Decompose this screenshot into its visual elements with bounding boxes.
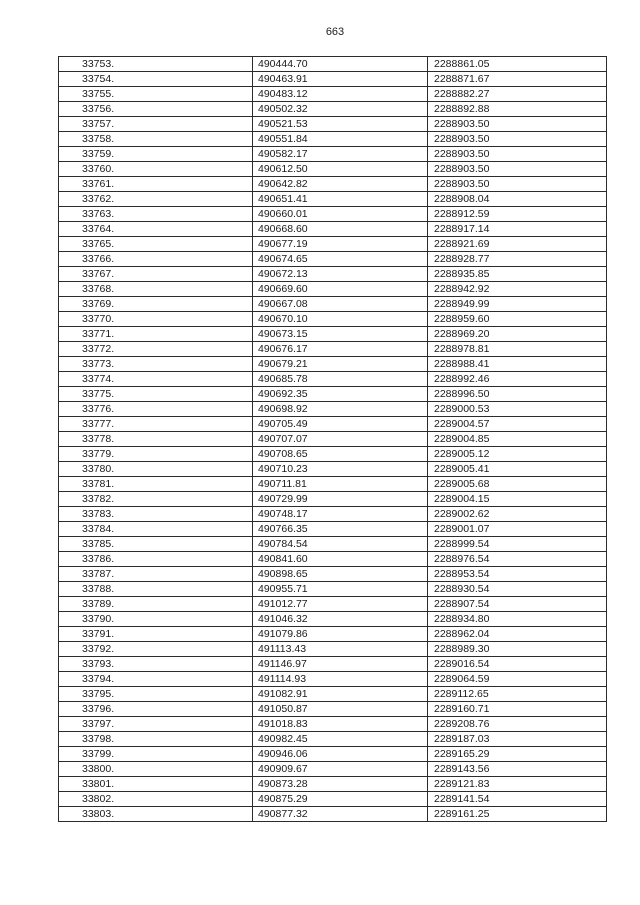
y-coordinate-cell: 2289121.83 (428, 777, 607, 792)
x-coordinate-cell: 490784.54 (253, 537, 428, 552)
table-row (59, 717, 607, 732)
point-number-cell: 33755. (59, 87, 253, 102)
table-row (59, 372, 607, 387)
table-row (59, 327, 607, 342)
x-coordinate-cell: 491050.87 (253, 702, 428, 717)
table-row (59, 402, 607, 417)
point-number-cell: 33783. (59, 507, 253, 522)
table-row (59, 522, 607, 537)
table-row (59, 807, 607, 822)
x-coordinate-cell: 490710.23 (253, 462, 428, 477)
y-coordinate-cell: 2289161.25 (428, 807, 607, 822)
table-row (59, 282, 607, 297)
x-coordinate-cell: 490875.29 (253, 792, 428, 807)
point-number-cell: 33760. (59, 162, 253, 177)
x-coordinate-cell: 490672.13 (253, 267, 428, 282)
point-number-cell: 33803. (59, 807, 253, 822)
y-coordinate-cell: 2288989.30 (428, 642, 607, 657)
x-coordinate-cell: 490642.82 (253, 177, 428, 192)
point-number-cell: 33785. (59, 537, 253, 552)
x-coordinate-cell: 490766.35 (253, 522, 428, 537)
point-number-cell: 33775. (59, 387, 253, 402)
x-coordinate-cell: 490674.65 (253, 252, 428, 267)
y-coordinate-cell: 2289000.53 (428, 402, 607, 417)
x-coordinate-cell: 490521.53 (253, 117, 428, 132)
point-number-cell: 33802. (59, 792, 253, 807)
table-row (59, 222, 607, 237)
table-row (59, 447, 607, 462)
x-coordinate-cell: 490668.60 (253, 222, 428, 237)
y-coordinate-cell: 2288935.85 (428, 267, 607, 282)
point-number-cell: 33761. (59, 177, 253, 192)
table-row (59, 387, 607, 402)
table-row (59, 552, 607, 567)
point-number-cell: 33795. (59, 687, 253, 702)
y-coordinate-cell: 2288996.50 (428, 387, 607, 402)
x-coordinate-cell: 490669.60 (253, 282, 428, 297)
y-coordinate-cell: 2288903.50 (428, 147, 607, 162)
y-coordinate-cell: 2289143.56 (428, 762, 607, 777)
point-number-cell: 33799. (59, 747, 253, 762)
y-coordinate-cell: 2288917.14 (428, 222, 607, 237)
y-coordinate-cell: 2288959.60 (428, 312, 607, 327)
x-coordinate-cell: 490651.41 (253, 192, 428, 207)
table-row (59, 672, 607, 687)
x-coordinate-cell: 490667.08 (253, 297, 428, 312)
table-row (59, 582, 607, 597)
x-coordinate-cell: 490707.07 (253, 432, 428, 447)
table-row (59, 612, 607, 627)
point-number-cell: 33776. (59, 402, 253, 417)
point-number-cell: 33762. (59, 192, 253, 207)
y-coordinate-cell: 2288882.27 (428, 87, 607, 102)
x-coordinate-cell: 490670.10 (253, 312, 428, 327)
x-coordinate-cell: 490955.71 (253, 582, 428, 597)
y-coordinate-cell: 2288871.67 (428, 72, 607, 87)
x-coordinate-cell: 490705.49 (253, 417, 428, 432)
table-row (59, 192, 607, 207)
x-coordinate-cell: 490673.15 (253, 327, 428, 342)
table-row (59, 162, 607, 177)
point-number-cell: 33796. (59, 702, 253, 717)
point-number-cell: 33754. (59, 72, 253, 87)
table-row (59, 747, 607, 762)
y-coordinate-cell: 2288892.88 (428, 102, 607, 117)
y-coordinate-cell: 2288903.50 (428, 177, 607, 192)
x-coordinate-cell: 490502.32 (253, 102, 428, 117)
table-row (59, 687, 607, 702)
y-coordinate-cell: 2288934.80 (428, 612, 607, 627)
table-row (59, 432, 607, 447)
x-coordinate-cell: 491113.43 (253, 642, 428, 657)
table-row (59, 597, 607, 612)
point-number-cell: 33758. (59, 132, 253, 147)
table-row (59, 117, 607, 132)
x-coordinate-cell: 490660.01 (253, 207, 428, 222)
table-row (59, 417, 607, 432)
x-coordinate-cell: 491082.91 (253, 687, 428, 702)
table-row (59, 147, 607, 162)
table-row (59, 762, 607, 777)
y-coordinate-cell: 2288976.54 (428, 552, 607, 567)
point-number-cell: 33777. (59, 417, 253, 432)
table-row (59, 207, 607, 222)
y-coordinate-cell: 2288930.54 (428, 582, 607, 597)
y-coordinate-cell: 2288908.04 (428, 192, 607, 207)
point-number-cell: 33780. (59, 462, 253, 477)
y-coordinate-cell: 2289016.54 (428, 657, 607, 672)
point-number-cell: 33781. (59, 477, 253, 492)
table-row (59, 177, 607, 192)
table-row (59, 252, 607, 267)
x-coordinate-cell: 490551.84 (253, 132, 428, 147)
x-coordinate-cell: 490444.70 (253, 57, 428, 72)
point-number-cell: 33789. (59, 597, 253, 612)
y-coordinate-cell: 2289160.71 (428, 702, 607, 717)
point-number-cell: 33797. (59, 717, 253, 732)
x-coordinate-cell: 490873.28 (253, 777, 428, 792)
x-coordinate-cell: 490676.17 (253, 342, 428, 357)
y-coordinate-cell: 2288921.69 (428, 237, 607, 252)
x-coordinate-cell: 490841.60 (253, 552, 428, 567)
table-row (59, 702, 607, 717)
y-coordinate-cell: 2288861.05 (428, 57, 607, 72)
table-row (59, 792, 607, 807)
point-number-cell: 33769. (59, 297, 253, 312)
y-coordinate-cell: 2289208.76 (428, 717, 607, 732)
point-number-cell: 33788. (59, 582, 253, 597)
x-coordinate-cell: 490698.92 (253, 402, 428, 417)
table-row (59, 477, 607, 492)
table-row (59, 657, 607, 672)
x-coordinate-cell: 490708.65 (253, 447, 428, 462)
y-coordinate-cell: 2288992.46 (428, 372, 607, 387)
y-coordinate-cell: 2288969.20 (428, 327, 607, 342)
y-coordinate-cell: 2289004.15 (428, 492, 607, 507)
y-coordinate-cell: 2288988.41 (428, 357, 607, 372)
x-coordinate-cell: 490877.32 (253, 807, 428, 822)
x-coordinate-cell: 490748.17 (253, 507, 428, 522)
table-row (59, 342, 607, 357)
point-number-cell: 33786. (59, 552, 253, 567)
coordinates-table-body (59, 57, 607, 822)
point-number-cell: 33791. (59, 627, 253, 642)
y-coordinate-cell: 2289112.65 (428, 687, 607, 702)
y-coordinate-cell: 2289187.03 (428, 732, 607, 747)
y-coordinate-cell: 2288903.50 (428, 117, 607, 132)
table-row (59, 777, 607, 792)
x-coordinate-cell: 491046.32 (253, 612, 428, 627)
point-number-cell: 33792. (59, 642, 253, 657)
point-number-cell: 33768. (59, 282, 253, 297)
x-coordinate-cell: 490982.45 (253, 732, 428, 747)
y-coordinate-cell: 2289005.12 (428, 447, 607, 462)
x-coordinate-cell: 490463.91 (253, 72, 428, 87)
y-coordinate-cell: 2289001.07 (428, 522, 607, 537)
table-row (59, 732, 607, 747)
y-coordinate-cell: 2289141.54 (428, 792, 607, 807)
table-row (59, 507, 607, 522)
y-coordinate-cell: 2289064.59 (428, 672, 607, 687)
table-row (59, 462, 607, 477)
y-coordinate-cell: 2288942.92 (428, 282, 607, 297)
table-row (59, 267, 607, 282)
y-coordinate-cell: 2288928.77 (428, 252, 607, 267)
point-number-cell: 33784. (59, 522, 253, 537)
x-coordinate-cell: 490898.65 (253, 567, 428, 582)
y-coordinate-cell: 2288978.81 (428, 342, 607, 357)
point-number-cell: 33787. (59, 567, 253, 582)
point-number-cell: 33765. (59, 237, 253, 252)
point-number-cell: 33790. (59, 612, 253, 627)
x-coordinate-cell: 490582.17 (253, 147, 428, 162)
table-row (59, 312, 607, 327)
x-coordinate-cell: 490909.67 (253, 762, 428, 777)
y-coordinate-cell: 2288903.50 (428, 162, 607, 177)
y-coordinate-cell: 2288962.04 (428, 627, 607, 642)
table-row (59, 102, 607, 117)
x-coordinate-cell: 491114.93 (253, 672, 428, 687)
x-coordinate-cell: 490612.50 (253, 162, 428, 177)
x-coordinate-cell: 490711.81 (253, 477, 428, 492)
point-number-cell: 33756. (59, 102, 253, 117)
x-coordinate-cell: 490729.99 (253, 492, 428, 507)
table-row (59, 627, 607, 642)
point-number-cell: 33772. (59, 342, 253, 357)
point-number-cell: 33764. (59, 222, 253, 237)
table-row (59, 567, 607, 582)
x-coordinate-cell: 491012.77 (253, 597, 428, 612)
point-number-cell: 33770. (59, 312, 253, 327)
y-coordinate-cell: 2288907.54 (428, 597, 607, 612)
table-row (59, 642, 607, 657)
point-number-cell: 33798. (59, 732, 253, 747)
point-number-cell: 33763. (59, 207, 253, 222)
coordinates-table (58, 56, 607, 822)
table-row (59, 57, 607, 72)
point-number-cell: 33793. (59, 657, 253, 672)
table-row (59, 297, 607, 312)
point-number-cell: 33782. (59, 492, 253, 507)
point-number-cell: 33800. (59, 762, 253, 777)
y-coordinate-cell: 2289004.57 (428, 417, 607, 432)
point-number-cell: 33778. (59, 432, 253, 447)
y-coordinate-cell: 2288999.54 (428, 537, 607, 552)
table-row (59, 132, 607, 147)
table-row (59, 537, 607, 552)
x-coordinate-cell: 490483.12 (253, 87, 428, 102)
y-coordinate-cell: 2289004.85 (428, 432, 607, 447)
x-coordinate-cell: 491146.97 (253, 657, 428, 672)
x-coordinate-cell: 490685.78 (253, 372, 428, 387)
table-row (59, 492, 607, 507)
point-number-cell: 33774. (59, 372, 253, 387)
x-coordinate-cell: 491079.86 (253, 627, 428, 642)
y-coordinate-cell: 2289002.62 (428, 507, 607, 522)
point-number-cell: 33779. (59, 447, 253, 462)
point-number-cell: 33757. (59, 117, 253, 132)
table-row (59, 357, 607, 372)
point-number-cell: 33773. (59, 357, 253, 372)
x-coordinate-cell: 490677.19 (253, 237, 428, 252)
x-coordinate-cell: 491018.83 (253, 717, 428, 732)
x-coordinate-cell: 490946.06 (253, 747, 428, 762)
y-coordinate-cell: 2289005.41 (428, 462, 607, 477)
x-coordinate-cell: 490692.35 (253, 387, 428, 402)
point-number-cell: 33771. (59, 327, 253, 342)
point-number-cell: 33801. (59, 777, 253, 792)
page-number: 663 (325, 26, 345, 38)
table-row (59, 72, 607, 87)
y-coordinate-cell: 2288912.59 (428, 207, 607, 222)
table-row (59, 237, 607, 252)
y-coordinate-cell: 2288903.50 (428, 132, 607, 147)
y-coordinate-cell: 2289165.29 (428, 747, 607, 762)
point-number-cell: 33759. (59, 147, 253, 162)
table-row (59, 87, 607, 102)
point-number-cell: 33794. (59, 672, 253, 687)
point-number-cell: 33753. (59, 57, 253, 72)
x-coordinate-cell: 490679.21 (253, 357, 428, 372)
y-coordinate-cell: 2289005.68 (428, 477, 607, 492)
point-number-cell: 33767. (59, 267, 253, 282)
point-number-cell: 33766. (59, 252, 253, 267)
y-coordinate-cell: 2288949.99 (428, 297, 607, 312)
y-coordinate-cell: 2288953.54 (428, 567, 607, 582)
